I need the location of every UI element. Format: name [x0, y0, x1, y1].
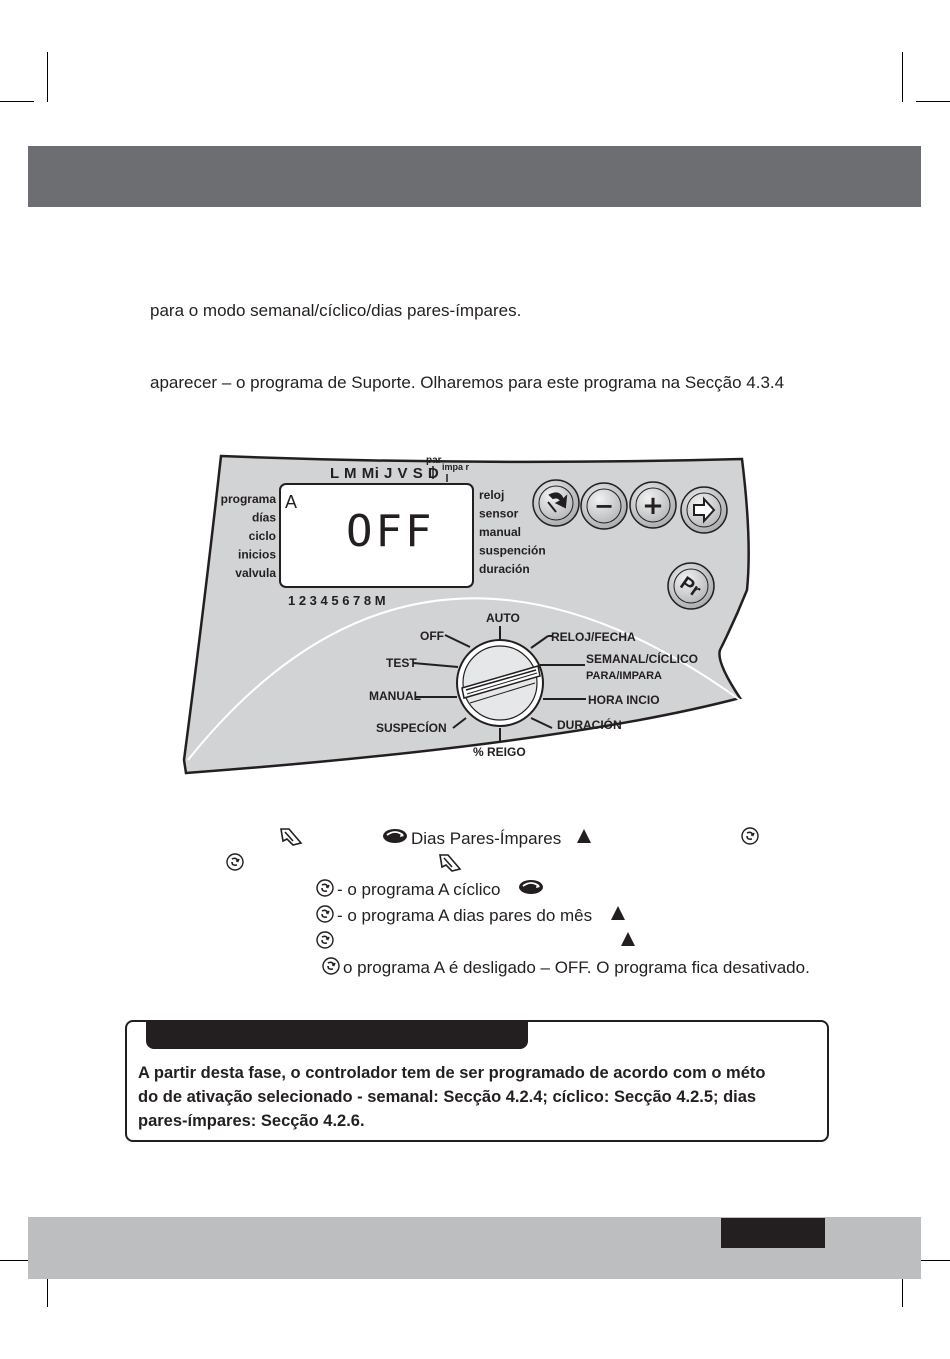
- lcd-right-label: sensor: [479, 506, 519, 521]
- minus-button[interactable]: [581, 483, 627, 529]
- mode-dial[interactable]: [457, 640, 543, 726]
- lcd-right-label: manual: [479, 525, 522, 539]
- step-item-1: - o programa A cíclico: [337, 880, 501, 899]
- up-triangle-icon: [621, 932, 635, 946]
- dial-para-impara: PARA/IMPARA: [586, 670, 662, 682]
- svg-text:+: +: [642, 491, 664, 521]
- crop-mark: [47, 52, 48, 102]
- cycle-swap-icon: [517, 878, 545, 896]
- program-letter: A: [285, 492, 298, 512]
- up-triangle-icon: [611, 906, 625, 920]
- up-triangle-icon: [577, 829, 591, 843]
- svg-text:Pr: Pr: [675, 572, 705, 602]
- note-line: pares-ímpares: Secção 4.2.6.: [138, 1112, 365, 1130]
- footer-page-tab: [721, 1218, 825, 1248]
- lcd-left-label: inicios: [237, 547, 276, 562]
- crop-mark: [902, 52, 903, 102]
- days-label: L M Mi J V S D: [330, 465, 440, 482]
- lcd-left-label: programa: [220, 492, 276, 506]
- lcd-left-label: días: [251, 510, 276, 525]
- dial-auto: AUTO: [486, 611, 520, 625]
- dial-off: OFF: [420, 629, 444, 643]
- dial-hora-inicio: HORA INCIO: [588, 693, 660, 707]
- cycle-swap-icon: [381, 827, 409, 845]
- step-item-4: o programa A é desligado – OFF. O programa fica desativado.: [343, 958, 810, 977]
- cycle-button-icon: [316, 905, 334, 923]
- impar-label: impa r: [442, 462, 470, 472]
- lcd-right-label: reloj: [479, 488, 505, 502]
- pr-button[interactable]: [668, 563, 714, 609]
- intro-line-1: para o modo semanal/cíclico/dias pares-ímpares.: [150, 301, 522, 320]
- header-band: [28, 146, 921, 207]
- crop-mark: [0, 101, 34, 102]
- lcd-right-label: suspención: [479, 543, 546, 558]
- hand-icon: [279, 827, 303, 847]
- lcd-left-label: valvula: [235, 566, 276, 580]
- dial-manual: MANUAL: [369, 689, 421, 703]
- crop-mark: [916, 1260, 950, 1261]
- dial-suspecion: SUSPECÍON: [376, 721, 447, 735]
- dial-reigo: % REIGO: [473, 745, 526, 759]
- zone-numbers: 1 2 3 4 5 6 7 8 M: [288, 593, 386, 608]
- lcd-display-text: OFF: [346, 506, 435, 557]
- crop-mark: [916, 101, 950, 102]
- dias-pares-impares-text: Dias Pares-Ímpares: [411, 829, 562, 848]
- step-item-2: - o programa A dias pares do mês: [337, 906, 593, 925]
- cycle-button-icon: [316, 879, 334, 897]
- dial-reloj-fecha: RELOJ/FECHA: [551, 630, 636, 644]
- hand-icon: [438, 853, 462, 873]
- note-line: A partir desta fase, o controlador tem de ser programado de acordo com o méto: [138, 1064, 766, 1082]
- dial-test: TEST: [386, 656, 417, 670]
- par-label: par: [426, 455, 442, 466]
- next-button[interactable]: [681, 487, 727, 533]
- svg-text:−: −: [593, 492, 615, 520]
- note-line: do de ativação selecionado - semanal: Secção 4.2.4; cíclico: Secção 4.2.5; dias: [138, 1088, 757, 1106]
- cycle-button-icon: [741, 827, 759, 845]
- note-text: [138, 1061, 818, 1133]
- lcd-right-label: duración: [479, 562, 530, 576]
- note-tab: [146, 1020, 528, 1049]
- cycle-button-icon: [322, 957, 340, 975]
- intro-line-2: aparecer – o programa de Suporte. Olharemos para este programa na Secção 4.3.4: [150, 373, 785, 392]
- controller-illustration: [180, 450, 765, 780]
- plus-button[interactable]: [630, 482, 676, 528]
- lcd-left-label: ciclo: [248, 529, 276, 543]
- cycle-button[interactable]: [533, 480, 579, 526]
- cycle-button-icon: [316, 931, 334, 949]
- dial-duracion: DURACIÓN: [557, 718, 622, 732]
- dial-semanal: SEMANAL/CÍCLICO: [586, 652, 698, 666]
- cycle-button-icon: [226, 853, 244, 871]
